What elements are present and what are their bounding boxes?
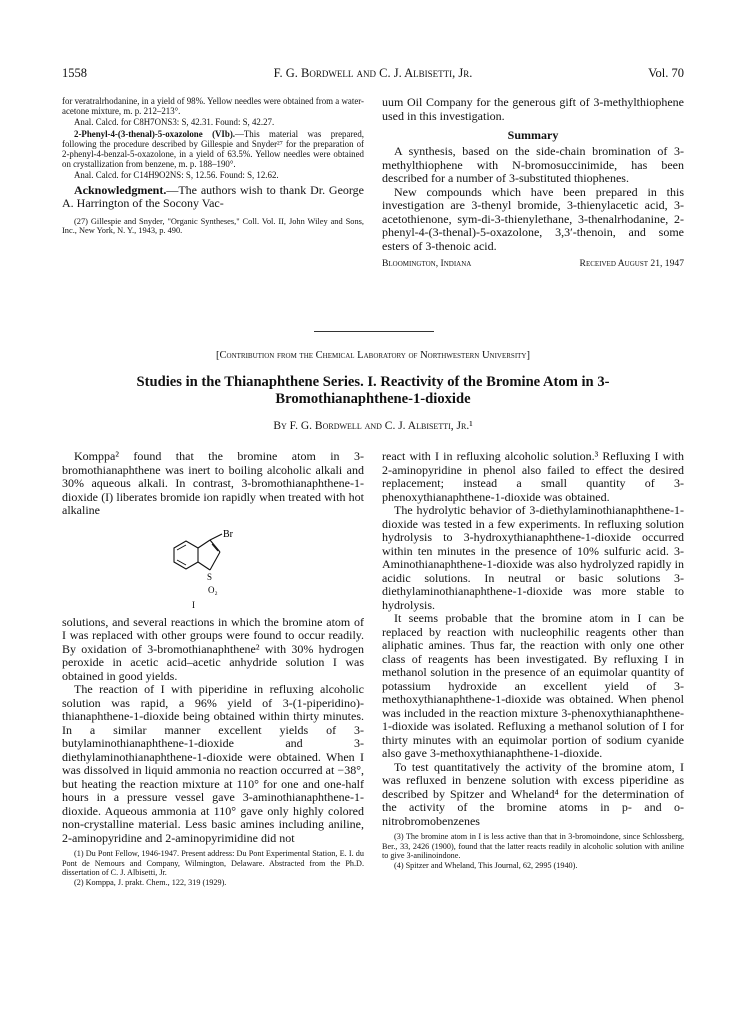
left-column [62,450,364,887]
running-title: F. G. Bordwell and C. J. Albisetti, Jr. [273,66,473,80]
acknowledgment [62,184,364,211]
footnote: (3) The bromine atom in I is less active than that in 3-bromoindone, since Schlossberg, Ber., 33, 2426 (1900), found that the latter reacts readily in alcoholic solution with aniline to give 3-anilinoindone. [382,832,684,861]
summary-title: Summary [507,128,559,142]
paragraph: react with I in refluxing alcoholic solution.³ Refluxing I with 2-aminopyridine in phenol also failed to effect the desired replacement; instead a small quantity of 3-phenoxythianaphthene-1-dioxide was obtained. [382,449,684,504]
acknowledgment-heading: Acknowledgment. [74,182,167,197]
footnote: (27) Gillespie and Snyder, "Organic Syntheses," Coll. Vol. II, John Wiley and Sons, Inc., New York, N. Y., 1943, p. 490. [62,216,364,236]
acknowledgment-continued: uum Oil Company for the generous gift of 3-methylthiophene used in this investigation. [382,95,684,123]
bond [198,562,210,570]
paragraph-body: —This material was prepared, following the procedure described by Gillespie and Snyder²⁷ for the preparation of 2-phenyl-4-benzal-5-oxazolone, in a yield of 63.5%. Yellow needles were obtained on crystallization from benzene, m. p. 188–190°. [62,128,364,170]
received-date: Received August 21, 1947 [579,258,684,270]
right-column [382,450,684,870]
analysis-line: Anal. Calcd. for C14H9O2NS: S, 12.56. Found: S, 12.62. [74,170,279,181]
footnote: (1) Du Pont Fellow, 1946-1947. Present address: Du Pont Experimental Station, E. I. du Pont de Nemours and Company, Wilmington, Delaware. Abstracted from the Ph.D. dissertation of C. J. Albisetti, Jr. [62,849,364,878]
structure-diagram [62,522,364,612]
summary-paragraph: New compounds which have been prepared in this investigation are 3-thenyl bromide, 3-thienylacetic acid, 3-acetothienone, sym-di-3-thienylethane, 3-thenalrhodanine, 2-phenyl-4-(3-thenal)-5-oxazolone, 3,3′-thenoin, and some esters of 3-thenoic acid. [382,184,684,253]
paragraph: The hydrolytic behavior of 3-diethylaminothianaphthene-1-dioxide was tested in a few experiments. In refluxing solution hydrolysis to 3-hydroxythianaphthene-1-dioxide occurred within ten minutes in the presence of 10% sulfuric acid. 3-Aminothianaphthene-1-dioxide was also hydrolyzed rapidly in acidic solutions. In neutral or basic solutions 3-diethylaminothianaphthene-1-dioxide was more stable to hydrolysis. [382,503,684,612]
article-title [62,374,684,408]
summary-paragraph: A synthesis, based on the side-chain bromination of 3-methylthiophene with N-bromosuccinimide, has been described for a number of 3-substituted thiophenes. [382,144,684,186]
article-title-line: Bromothianaphthene-1-dioxide [275,391,471,407]
footnotes [62,849,364,887]
analysis-line: Anal. Calcd. for C8H7ONS3: S, 42.31. Found: S, 42.27. [74,117,275,128]
volume-label: Vol. 70 [648,66,684,80]
double-bond [212,544,218,551]
bond-to-br [210,534,222,540]
paragraph [62,129,364,170]
separator-rule [314,331,434,332]
top-right-column [382,96,684,270]
byline: By F. G. Bordwell and C. J. Albisetti, Jr.¹ [273,420,473,432]
footnotes [382,832,684,870]
running-header [62,66,684,84]
received-line [382,259,684,269]
top-left-column [62,96,364,236]
bond [198,540,210,548]
location: Bloomington, Indiana [382,258,472,270]
article-title-line: Studies in the Thianaphthene Series. I. Reactivity of the Bromine Atom in 3- [136,374,610,390]
contribution-line: [Contribution from the Chemical Laboratory of Northwestern University] [216,350,530,361]
paragraph: for veratralrhodanine, in a yield of 98%. Yellow needles were obtained from a water-acetone mixture, m. p. 212–213°. [62,96,364,117]
footnote: (4) Spitzer and Wheland, This Journal, 62, 2995 (1940). [394,860,578,870]
compound-heading: 2-Phenyl-4-(3-thenal)-5-oxazolone (VIb). [74,128,235,139]
bond [210,540,220,552]
paragraph: The reaction of I with piperidine in refluxing alcoholic solution was rapid, a 96% yield of 3-(1-piperidino)-thianaphthene-1-dioxide being obtained within thirty minutes. In a similar manner excellent yields of 3-butylaminothianaphthene-1-dioxide and 3-diethylaminothianaphthene-1-dioxide were obtained. When I was dissolved in liquid ammonia no reaction occurred at −38°, but heating the reaction mixture at 110° for one and one-half hours in a pressure vessel gave 3-aminothianaphthene-1-dioxide. Aqueous ammonia at 110° gave only highly colored non-crystalline material. Less basic amines including aniline, 2-aminopyridine and 2-aminopyrimidine did not [62,682,364,845]
o2-label: O₂ [208,584,218,595]
paragraph: To test quantitatively the activity of the bromine atom, I was refluxed in benzene solution with excess piperidine as described by Spitzer and Wheland⁴ for the determination of the activity of the bromine atoms in p- and o-nitrobromobenzenes [382,759,684,828]
page-number: 1558 [62,66,87,80]
structure-figure [62,522,364,612]
s-label: S [207,571,213,582]
paragraph: It seems probable that the bromine atom in I can be replaced by reaction with nucleophilic reagents other than aliphatic amines. Thus far, the reaction with only one other class of reagents has been investigated. By refluxing I in methanol solution in the presence of an equimolar quantity of potassium hydroxide an excellent yield of 3-methoxythianaphthene-1-dioxide was obtained. When phenol was included in the reaction mixture 3-phenoxythianaphthene-1-dioxide was isolated. Refluxing a methanol solution of I for thirty minutes with an equimolar portion of sodium cyanide also gave 3-methoxythianaphthene-1-dioxide. [382,611,684,760]
acknowledgment-body: —The authors wish to thank Dr. George A. Harrington of the Socony Vac- [62,182,364,211]
paragraph: Komppa² found that the bromine atom in 3-bromothianaphthene was inert to boiling alcoholic alkali and 30% aqueous alkali. In contrast, 3-bromothianaphthene-1-dioxide (I) liberates bromide ion rapidly when treated with hot alkaline [62,449,364,517]
footnote: (2) Komppa, J. prakt. Chem., 122, 319 (1929). [74,877,227,887]
br-label: Br [223,528,233,540]
paragraph: solutions, and several reactions in which the bromine atom of I was replaced with other groups were found to occur readily. By oxidation of 3-bromothianaphthene² with 30% hydrogen peroxide in acetic acid–acetic anhydride solution I was obtained in good yields. [62,614,364,683]
compound-label: I [192,599,195,610]
bond [210,552,220,570]
